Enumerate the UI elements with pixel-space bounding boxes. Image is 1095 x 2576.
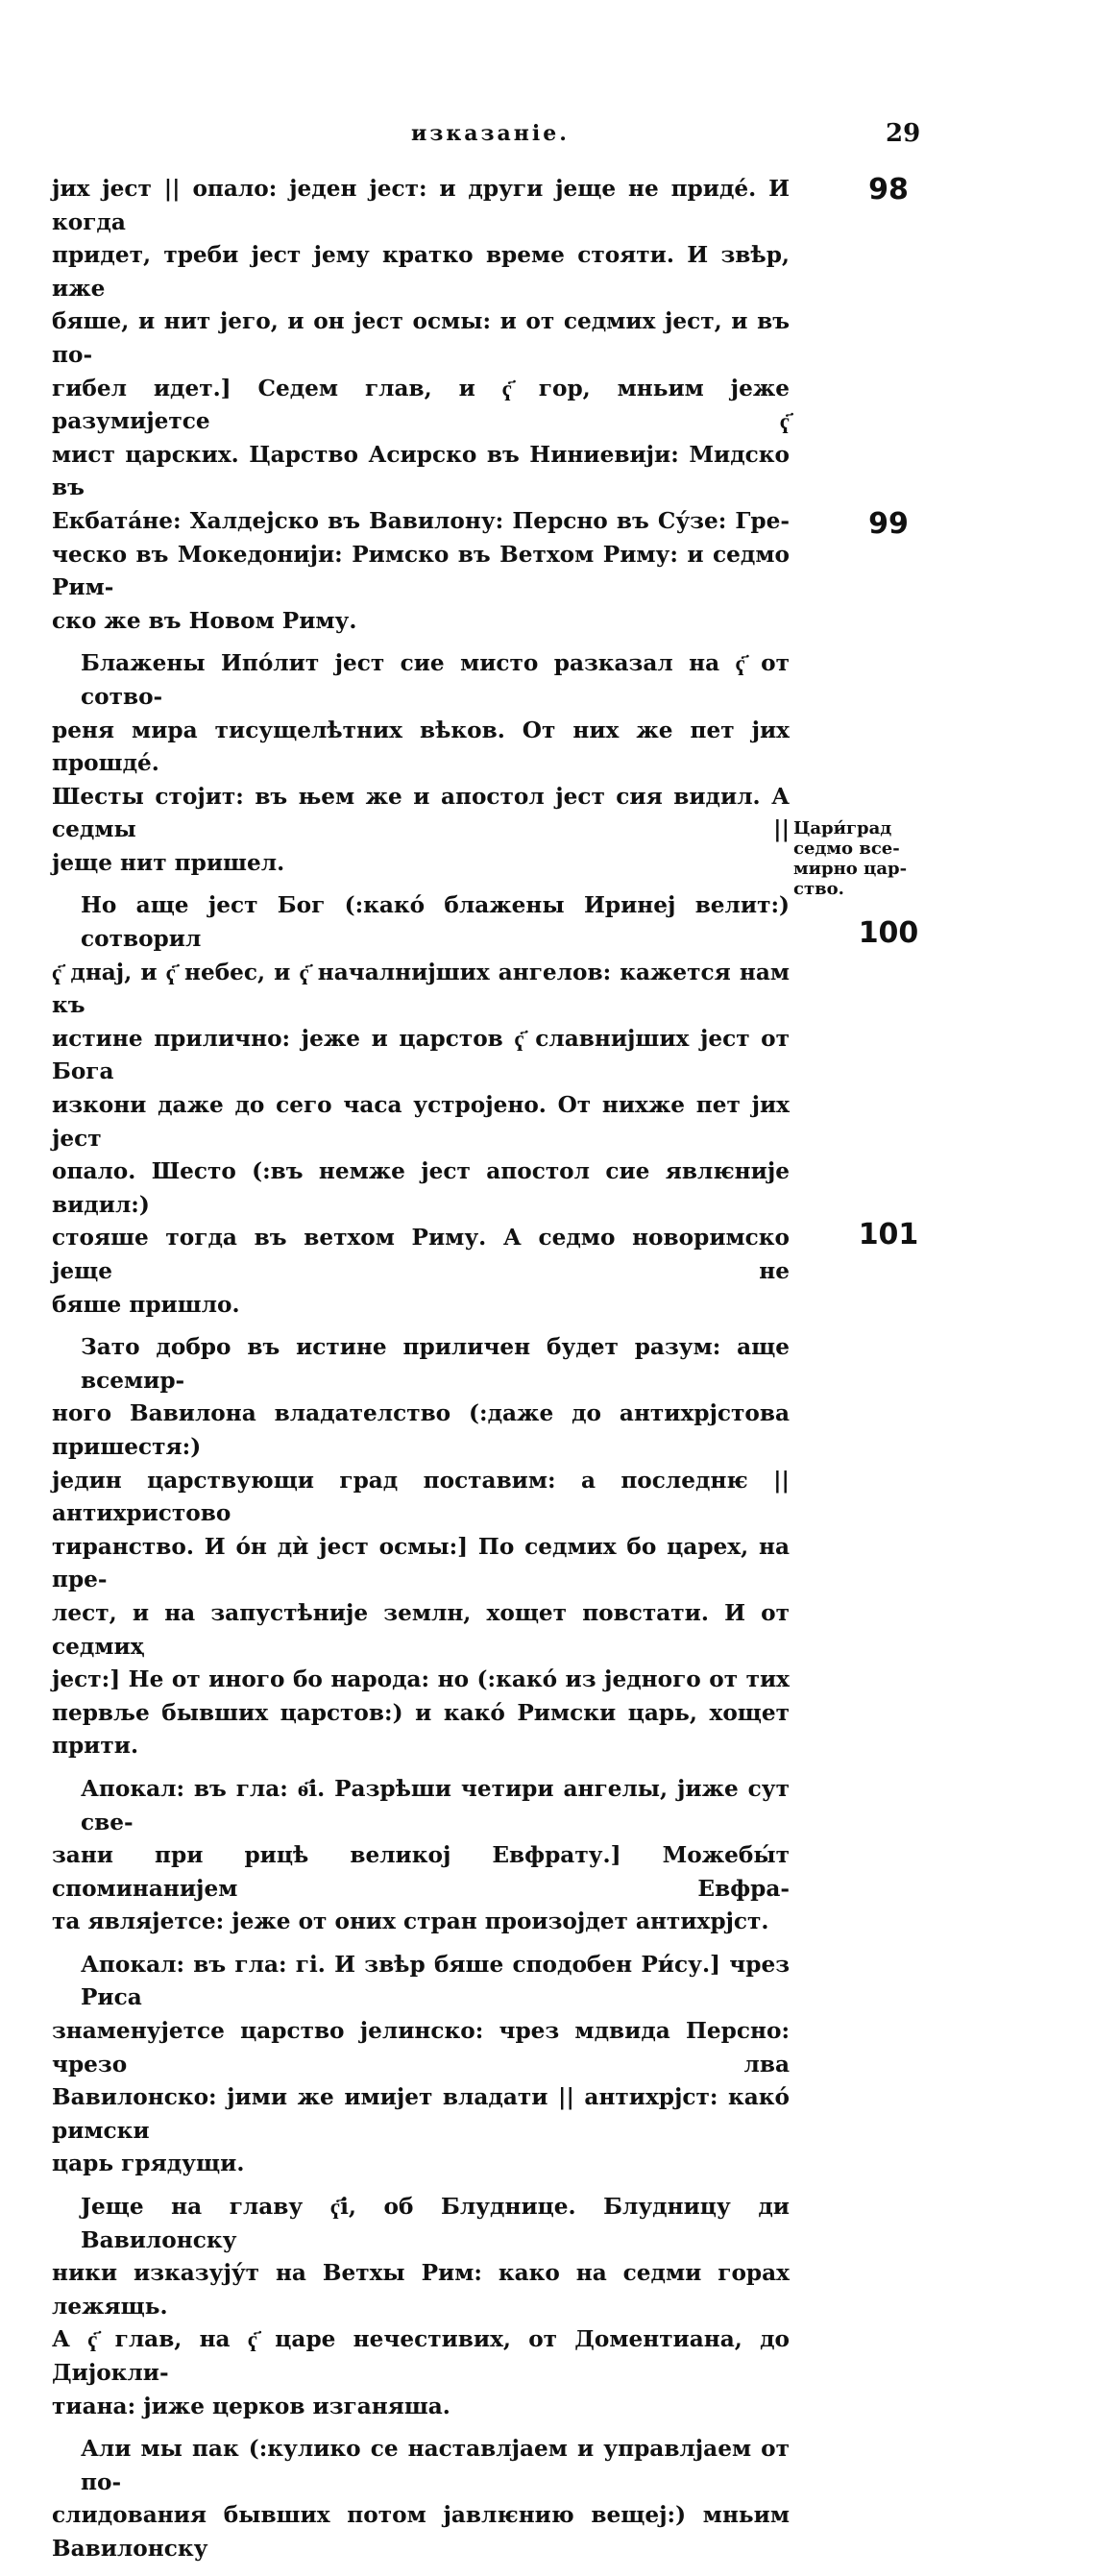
side-note-line: ство.: [793, 879, 844, 899]
paragraph: [52, 1331, 790, 1763]
text-line: царь грядущи.: [52, 2151, 245, 2177]
text-line: стояше тогда въ ветхом Риму. А седмо новоримско јеще не: [52, 1225, 790, 1284]
paragraph: [52, 173, 790, 638]
text-line: Екбата́не: Халдејско въ Вавилону: Персно въ Су́зе: Гре-: [52, 507, 790, 534]
text-line: Али мы пак (:кулико се наставлјаем и управлјаем от по-: [81, 2436, 790, 2495]
text-line: лест, и на запустѣније землн, хощет повстати. И от седмиҳ: [52, 1599, 790, 1660]
text-line: ско же въ Новом Риму.: [52, 607, 357, 634]
text-line: тиранство. И о́н дѝ јест осмы:] По седмих бо царех, на пре-: [52, 1533, 790, 1593]
text-line: истине прилично: јеже и царстов ҁ҃ славнијших јест от Бога: [52, 1025, 790, 1085]
text-line: једин царствующи град поставим: а последнѥ || антихристово: [52, 1467, 790, 1527]
body-text: [52, 173, 790, 2576]
text-line: Но аще јест Бог (:како́ блажены Иринеј велит:) сотворил: [81, 892, 790, 953]
text-line: Блажены Ипо́лит јест сие мисто разказал на ҁ҃ от сотво-: [81, 650, 790, 710]
side-note-line: мирно цар-: [793, 859, 908, 879]
text-line: јест:] Не от иного бо народа: но (:како́ из једного от тих: [52, 1666, 790, 1693]
running-title: изказаніе.: [411, 121, 570, 146]
page-header: [0, 113, 1095, 152]
text-line: ного Вавилона владателство (:даже до антихрјстова пришестя:): [52, 1400, 790, 1460]
text-line: тиана: јиже церков изганяша.: [52, 2393, 450, 2419]
text-line: ҁ҃ днај, и ҁ҃ небес, и ҁ҃ началнијших ангелов: кажется нам къ: [52, 959, 790, 1019]
text-line: Зато добро въ истине приличен будет разум: аще всемир-: [81, 1334, 790, 1394]
text-line: изкони даже до сего часа устројено. От нихже пет јих јест: [52, 1092, 790, 1152]
paragraph: [52, 1773, 790, 1939]
text-line: Апокал: въ гла: гі. И звѣр бяше сподобен Ри́су.] чрез Риса: [81, 1951, 790, 2011]
text-line: Јеще на главу ҁ҃і, об Блуднице. Блудницу ди Вавилонску: [81, 2194, 790, 2253]
text-line: бяше пришло.: [52, 1291, 240, 1318]
text-line: слидования бывших потом јавлѥнию вещеј:) мньим Вавилонску: [52, 2502, 790, 2562]
paragraph: [52, 889, 790, 1322]
text-line: знаменујетсе царство јелинско: чрез мдвида Персно: чрезо лва: [52, 2018, 790, 2078]
text-line: ники изказују́т на Ветхы Рим: како на седми горах лежящь.: [52, 2260, 790, 2320]
text-line: мист царских. Царство Асирско въ Ниниевији: Мидско въ: [52, 441, 790, 501]
text-line: зани при рицѣ великој Евфрату.] Можебы́т споминанијем Евфра-: [52, 1842, 790, 1902]
text-line: придет, треби јест јему кратко време стояти. И звѣр, иже: [52, 242, 790, 302]
margin-number: 100: [858, 916, 919, 950]
paragraph: [52, 2433, 790, 2565]
text-line: бяше, и нит јего, и он јест осмы: и от седмих јест, и въ по-: [52, 308, 790, 368]
text-line: опало. Шесто (:въ немже јест апостол сие явлѥније видил:): [52, 1158, 790, 1218]
text-line: А ҁ҃ глав, на ҁ҃ царе нечестивих, от Доментиана, до Дијокли-: [52, 2326, 790, 2386]
paragraph: [52, 647, 790, 880]
paragraph: [52, 1949, 790, 2181]
text-line: реня мира тисущелѣтних вѣков. От них же пет јих прошде́.: [52, 717, 790, 777]
text-line: первље бывших царстов:) и како́ Римски царь, хощет прити.: [52, 1699, 790, 1760]
margin-number: 99: [868, 507, 909, 541]
paragraph: [52, 2191, 790, 2423]
text-line: јих јест || опало: једен јест: и други јеще не приде́. И когда: [52, 176, 790, 235]
side-note-line: Цари́град: [793, 818, 892, 838]
text-line: Вавилонско: јими же имијет владати || антихрјст: како́ римски: [52, 2084, 790, 2144]
text-line: Апокал: въ гла: ѳ҃і. Разрѣши четири ангелы, јиже сут све-: [81, 1775, 790, 1835]
text-line: Шесты стојит: въ њем же и апостол јест сия видил. А седмы ||: [52, 783, 790, 843]
text-line: гибел идет.] Седем глав, и ҁ҃ гор, мньим јеже разумијетсе ҁ҃: [52, 375, 790, 435]
text-line: јеще нит пришел.: [52, 849, 285, 876]
side-note-line: седмо все-: [793, 838, 900, 859]
margin-number: 98: [868, 173, 909, 207]
text-line: ческо въ Мокедонији: Римско въ Ветхом Риму: и седмо Рим-: [52, 541, 790, 601]
page-number: 29: [886, 119, 921, 148]
side-note: [793, 818, 909, 899]
text-line: та являјетсе: јеже от оних стран произојдет антихрјст.: [52, 1908, 769, 1935]
margin-number: 101: [858, 1218, 919, 1252]
